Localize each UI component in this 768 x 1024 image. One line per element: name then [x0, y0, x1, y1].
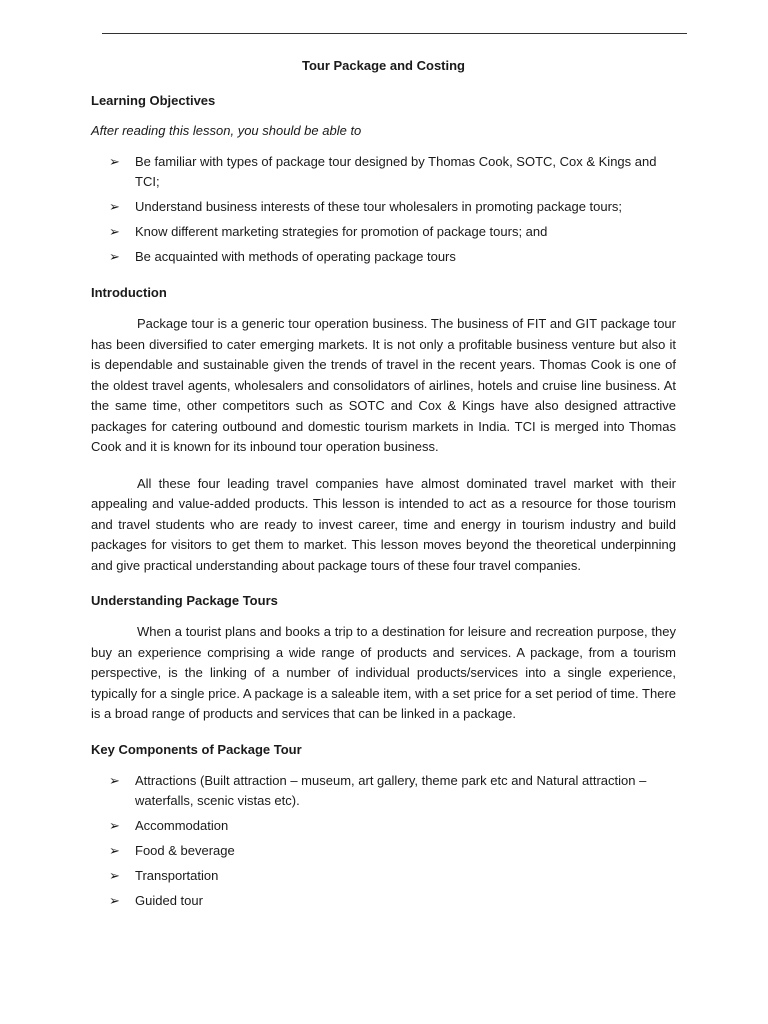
- list-item-text: Be familiar with types of package tour designed by Thomas Cook, SOTC, Cox & Kings and TCI;: [135, 154, 657, 189]
- list-item-text: Be acquainted with methods of operating package tours: [135, 249, 456, 264]
- understanding-heading: Understanding Package Tours: [91, 593, 278, 608]
- document-body: [91, 57, 676, 916]
- arrow-bullet-icon: ➢: [109, 892, 120, 908]
- introduction-paragraph-1: Package tour is a generic tour operation business. The business of FIT and GIT package tour has been diversified to cater emerging markets. It is not only a profitable business venture but also it is dependable and sustainable given the trends of travel in the recent years. Thomas Cook is one of the oldest travel agents, wholesalers and consolidators of airlines, hotels and cruise line business. At the same time, other competitors such as SOTC and Cox & Kings have also designed attractive packages for catering outbound and domestic tourism markets in India. TCI is merged into Thomas Cook and it is known for its inbound tour operation business.: [91, 316, 676, 454]
- learning-objectives-heading: Learning Objectives: [91, 93, 216, 108]
- arrow-bullet-icon: ➢: [109, 772, 120, 788]
- list-item: [91, 891, 676, 911]
- document-title: Tour Package and Costing: [301, 58, 465, 73]
- understanding-paragraph: When a tourist plans and books a trip to a destination for leisure and recreation purpose, they buy an experience comprising a wide range of products and services. A package, from a tourism perspective, is the linking of a number of individual products/services into a single experience, typically for a single price. A package is a saleable item, with a set price for a set period of time. There is a broad range of products and services that can be linked in a package.: [91, 624, 676, 721]
- list-item: [91, 222, 676, 242]
- header-rule: [102, 33, 687, 34]
- list-item-text: Accommodation: [135, 817, 229, 833]
- arrow-bullet-icon: ➢: [109, 154, 120, 169]
- list-item: [91, 247, 676, 267]
- list-item-text: Guided tour: [135, 892, 203, 908]
- arrow-bullet-icon: ➢: [109, 867, 120, 883]
- list-item-text: Understand business interests of these tour wholesalers in promoting package tours;: [135, 199, 623, 214]
- list-item-text: Transportation: [135, 867, 219, 883]
- introduction-paragraph-2: All these four leading travel companies have almost dominated travel market with their appealing and value-added products. This lesson is intended to act as a resource for those tourism and travel students who are ready to invest career, time and energy in tourism industry and build packages for visitors to get them to market. This lesson moves beyond the theoretical underpinning and give practical understanding about package tours of these four travel companies.: [91, 475, 676, 573]
- arrow-bullet-icon: ➢: [109, 199, 120, 214]
- arrow-bullet-icon: ➢: [109, 224, 120, 239]
- components-list: [91, 771, 676, 911]
- list-item: [91, 771, 676, 811]
- arrow-bullet-icon: ➢: [109, 249, 120, 264]
- list-item-text: Know different marketing strategies for promotion of package tours; and: [135, 224, 548, 239]
- list-item-text: Attractions (Built attraction – museum, art gallery, theme park etc and Natural attraction – waterfalls, scenic vistas etc).: [135, 772, 647, 808]
- list-item: [91, 197, 676, 217]
- list-item-text: Food & beverage: [135, 842, 235, 858]
- list-item: [91, 841, 676, 861]
- arrow-bullet-icon: ➢: [109, 817, 120, 833]
- objectives-list: [91, 152, 676, 267]
- list-item: [91, 152, 676, 192]
- components-heading: Key Components of Package Tour: [91, 741, 302, 757]
- introduction-heading: Introduction: [91, 285, 167, 300]
- list-item: [91, 866, 676, 886]
- list-item: [91, 816, 676, 836]
- learning-intro: After reading this lesson, you should be able to: [91, 123, 362, 138]
- arrow-bullet-icon: ➢: [109, 842, 120, 858]
